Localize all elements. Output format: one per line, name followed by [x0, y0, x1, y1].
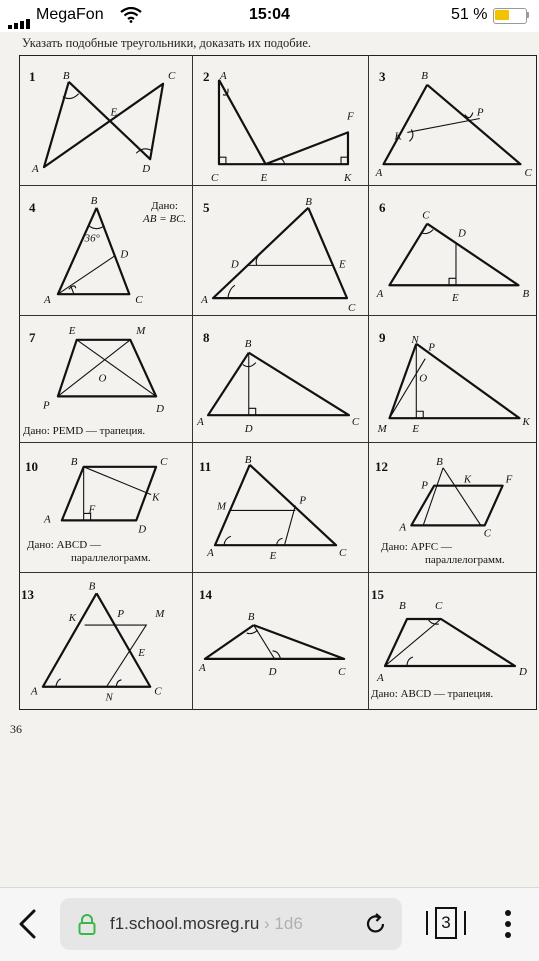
label: A	[43, 513, 51, 526]
tabs-icon-bar	[464, 911, 466, 935]
chevron-left-icon[interactable]	[14, 908, 42, 940]
label: D	[156, 403, 164, 416]
label: E	[110, 106, 118, 119]
label: D	[138, 523, 147, 536]
label: B	[88, 580, 96, 593]
label: P	[299, 494, 307, 507]
label: 36°	[84, 232, 100, 245]
given-note: Дано: ABCD — трапеция.	[371, 688, 494, 700]
label: B	[247, 611, 255, 624]
label: O	[98, 372, 107, 385]
label: M	[216, 500, 227, 513]
label: E	[412, 423, 419, 436]
label: C	[435, 600, 443, 612]
label: F	[88, 503, 96, 516]
task-cell-12	[369, 443, 537, 573]
label: A	[30, 685, 38, 698]
figure-8	[193, 316, 368, 442]
task-cell-1	[19, 55, 193, 186]
given-note: Дано: ABCD — параллелограмм.	[27, 539, 151, 564]
given-note: Дано: PEMD — трапеция.	[23, 425, 146, 437]
label: D	[519, 666, 527, 678]
label: A	[399, 521, 407, 534]
label: P	[42, 399, 50, 412]
given-note: Дано: AB = BC.	[143, 200, 187, 225]
lock-icon	[78, 914, 96, 936]
figure-12	[369, 443, 537, 572]
label: N	[411, 333, 419, 346]
task-cell-2	[193, 55, 369, 186]
label: C	[168, 69, 176, 82]
task-number: 13	[21, 587, 34, 602]
task-number: 14	[199, 587, 212, 602]
figure-1	[19, 55, 192, 185]
label: C	[211, 172, 219, 185]
label: C	[483, 527, 492, 540]
task-cell-3	[369, 55, 537, 186]
url-text: f1.school.mosreg.ru › 1d6	[110, 914, 303, 933]
task-number: 2	[203, 69, 210, 84]
battery-percent: 51 %	[451, 6, 488, 23]
task-cell-11	[193, 443, 369, 573]
label: E	[452, 292, 459, 305]
task-number: 9	[379, 330, 386, 345]
label: C	[422, 209, 430, 222]
label: A	[376, 288, 384, 301]
tab-count: 3	[435, 907, 457, 939]
label: B	[399, 600, 406, 612]
address-bar[interactable]	[60, 898, 402, 950]
label: E	[138, 646, 145, 659]
task-number: 12	[375, 459, 388, 474]
task-number: 7	[29, 330, 36, 345]
figure-3	[369, 55, 537, 185]
task-cell-4	[19, 186, 193, 316]
label: F	[505, 473, 513, 486]
tabs-icon	[426, 911, 428, 935]
battery-cap	[527, 12, 529, 18]
label: O	[419, 372, 428, 385]
label: M	[155, 608, 165, 621]
task-number: 8	[203, 330, 210, 345]
task-cell-7	[19, 316, 193, 443]
label: B	[70, 455, 78, 468]
label: A	[32, 163, 39, 176]
figure-9	[369, 316, 537, 442]
label: C	[338, 665, 346, 678]
page-number: 36	[10, 722, 22, 736]
label: A	[219, 69, 227, 82]
label: A	[198, 661, 206, 674]
task-cell-8	[193, 316, 369, 443]
label: B	[522, 288, 530, 301]
battery-level-fill	[495, 10, 509, 20]
figure-13	[19, 573, 192, 710]
figure-11	[193, 443, 368, 572]
given-note: Дано: APFC — параллелограмм.	[381, 541, 505, 566]
more-vertical-icon[interactable]	[496, 906, 520, 942]
label: K	[522, 416, 530, 429]
label: N	[105, 691, 113, 704]
label: M	[136, 324, 146, 337]
label: D	[142, 163, 151, 176]
reload-icon[interactable]	[363, 911, 389, 937]
label: B	[90, 194, 98, 207]
label: C	[160, 455, 168, 468]
task-cell-10	[19, 443, 193, 573]
label: D	[457, 227, 466, 240]
task-number: 5	[203, 200, 210, 215]
task-cell-6	[369, 186, 537, 316]
label: B	[305, 195, 312, 208]
task-cell-14	[193, 573, 369, 710]
label: E	[260, 172, 268, 185]
carrier-name: MegaFon	[36, 6, 104, 23]
figure-7	[19, 316, 192, 442]
figure-6	[369, 186, 537, 315]
label: P	[428, 341, 435, 354]
label: F	[346, 110, 354, 123]
figure-10	[19, 443, 192, 572]
task-number: 6	[379, 200, 386, 215]
label: B	[244, 453, 252, 466]
task-cell-5	[193, 186, 369, 316]
label: B	[421, 69, 428, 82]
tabs-button[interactable]	[424, 906, 468, 942]
label: A	[377, 672, 384, 684]
browser-toolbar	[0, 887, 539, 961]
clock: 15:04	[249, 6, 290, 23]
figure-14	[193, 573, 368, 710]
label: A	[197, 416, 204, 429]
task-cell-9	[369, 316, 537, 443]
task-number: 15	[371, 587, 384, 602]
label: K	[68, 612, 77, 625]
task-cell-13	[19, 573, 193, 710]
figure-4	[19, 186, 192, 315]
task-number: 10	[25, 459, 38, 474]
figure-2	[193, 55, 368, 185]
task-number: 1	[29, 69, 36, 84]
label: A	[201, 294, 208, 307]
label: P	[117, 608, 125, 621]
label: B	[436, 455, 443, 468]
task-number: 4	[29, 200, 36, 215]
label: C	[347, 302, 356, 315]
label: D	[230, 258, 239, 271]
label: P	[476, 106, 484, 119]
page-heading: Указать подобные треугольники, доказать их подобие.	[22, 36, 311, 50]
label: K	[344, 172, 352, 185]
label: C	[339, 547, 347, 560]
label: E	[68, 324, 76, 337]
figure-15	[369, 573, 537, 710]
label: K	[463, 473, 472, 486]
label: A	[43, 294, 51, 307]
label: D	[268, 665, 277, 678]
label: P	[421, 479, 428, 492]
status-bar	[0, 0, 539, 32]
label: A	[207, 547, 214, 560]
label: C	[351, 416, 360, 429]
label: C	[135, 294, 143, 307]
label: M	[377, 423, 387, 436]
label: K	[394, 130, 402, 143]
task-number: 3	[379, 69, 386, 84]
label: C	[524, 167, 532, 180]
label: A	[375, 167, 383, 180]
figure-5	[193, 186, 368, 315]
label: E	[339, 258, 346, 271]
label: D	[244, 423, 253, 436]
task-number: 11	[199, 459, 212, 474]
task-cell-15	[369, 573, 537, 710]
label: D	[120, 248, 129, 261]
label: B	[62, 69, 70, 82]
label: C	[154, 685, 162, 698]
label: K	[152, 491, 160, 504]
label: B	[244, 337, 252, 350]
label: E	[269, 550, 277, 563]
